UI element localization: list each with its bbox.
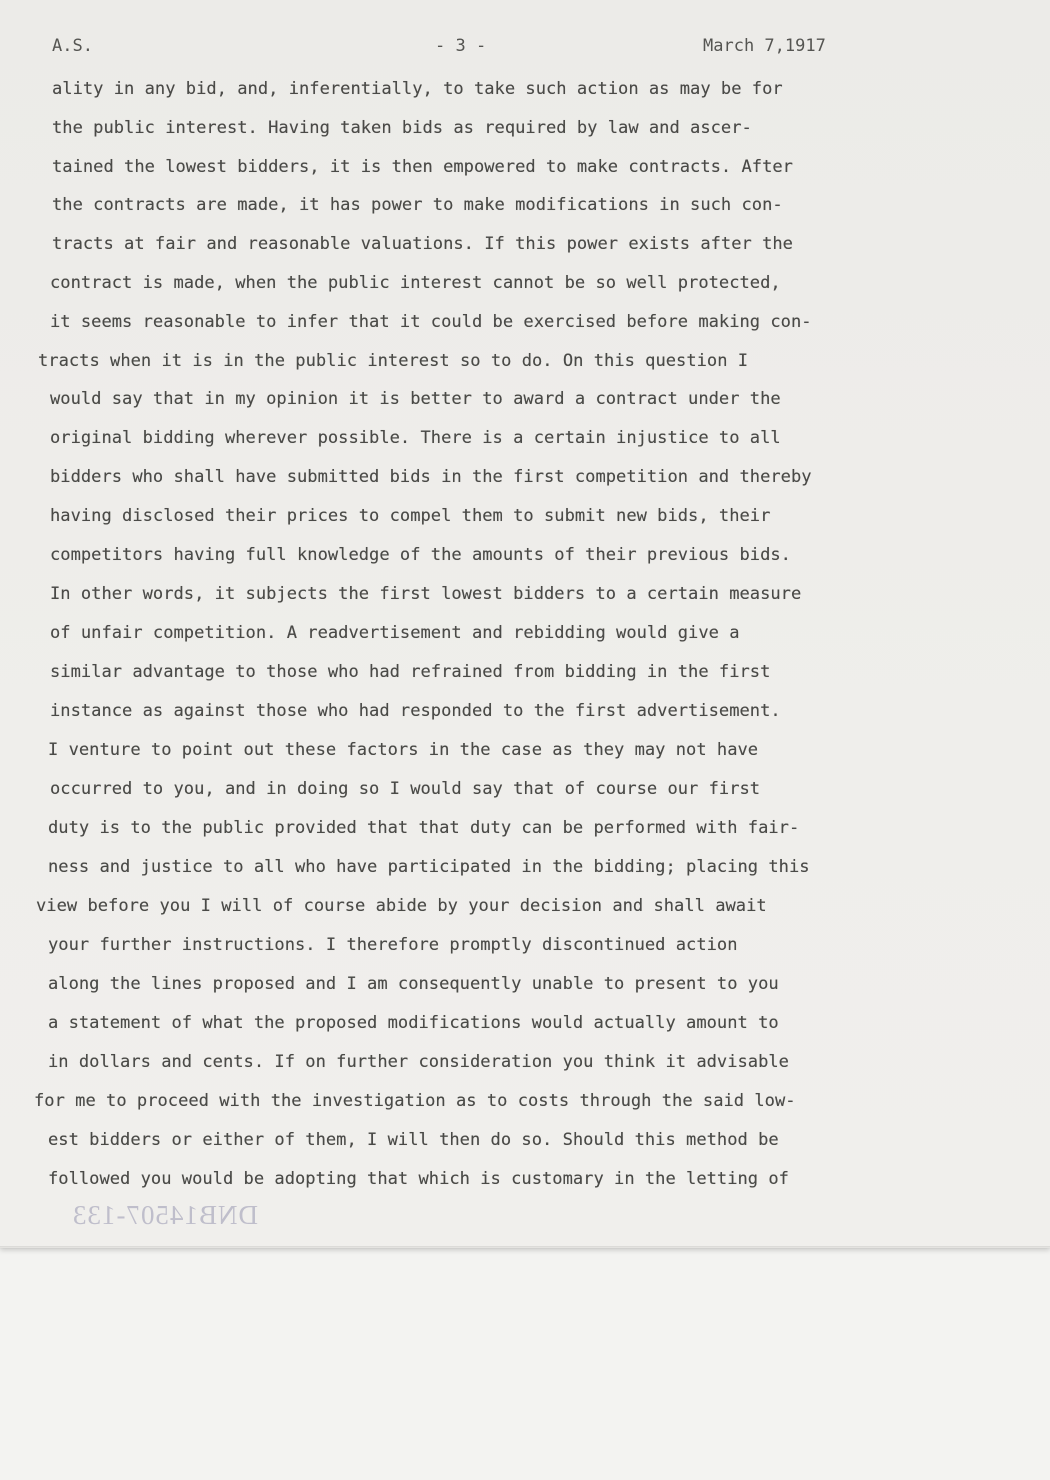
body-line: the public interest. Having taken bids as required by law and ascer- [52,118,752,138]
body-line: would say that in my opinion it is better to award a contract under the [50,389,781,409]
body-line: having disclosed their prices to compel them to submit new bids, their [50,506,771,526]
body-line: ality in any bid, and, inferentially, to take such action as may be for [52,79,783,99]
body-line: of unfair competition. A readvertisement and rebidding would give a [50,623,740,643]
body-line: followed you would be adopting that which is customary in the letting of [48,1169,789,1189]
body-line: a statement of what the proposed modifications would actually amount to [48,1013,779,1033]
body-line: original bidding wherever possible. There is a certain injustice to all [50,428,781,448]
body-line: competitors having full knowledge of the amounts of their previous bids. [50,545,791,565]
body-line: along the lines proposed and I am consequently unable to present to you [48,974,779,994]
body-line: your further instructions. I therefore promptly discontinued action [48,935,738,955]
page-number: - 3 - [435,36,487,56]
body-line: occurred to you, and in doing so I would say that of course our first [50,779,761,799]
body-line: bidders who shall have submitted bids in the first competition and thereby [50,467,812,487]
body-line: In other words, it subjects the first lowest bidders to a certain measure [50,584,802,604]
page-header [0,36,1050,62]
body-line: view before you I will of course abide by your decision and shall await [36,896,767,916]
body-line: the contracts are made, it has power to make modifications in such con- [52,195,783,215]
body-line: similar advantage to those who had refrained from bidding in the first [50,662,771,682]
body-line: instance as against those who had responded to the first advertisement. [50,701,781,721]
archive-stamp: DNB14507-133 [72,1200,258,1230]
body-line: contract is made, when the public interest cannot be so well protected, [50,273,781,293]
header-date: March 7,1917 [703,36,826,56]
body-line: tracts when it is in the public interest so to do. On this question I [38,351,749,371]
body-line: tracts at fair and reasonable valuations. If this power exists after the [52,234,793,254]
body-line: est bidders or either of them, I will then do so. Should this method be [48,1130,779,1150]
body-line: ness and justice to all who have participated in the bidding; placing this [48,857,810,877]
body-line: for me to proceed with the investigation as to costs through the said low- [34,1091,796,1111]
body-line: duty is to the public provided that that duty can be performed with fair- [48,818,800,838]
body-line: it seems reasonable to infer that it could be exercised before making con- [50,312,812,332]
body-line: I venture to point out these factors in the case as they may not have [48,740,759,760]
body-line: in dollars and cents. If on further consideration you think it advisable [48,1052,789,1072]
header-initials: A.S. [52,36,93,56]
sheet-bottom-edge [0,1246,1050,1249]
body-line: tained the lowest bidders, it is then empowered to make contracts. After [52,157,793,177]
